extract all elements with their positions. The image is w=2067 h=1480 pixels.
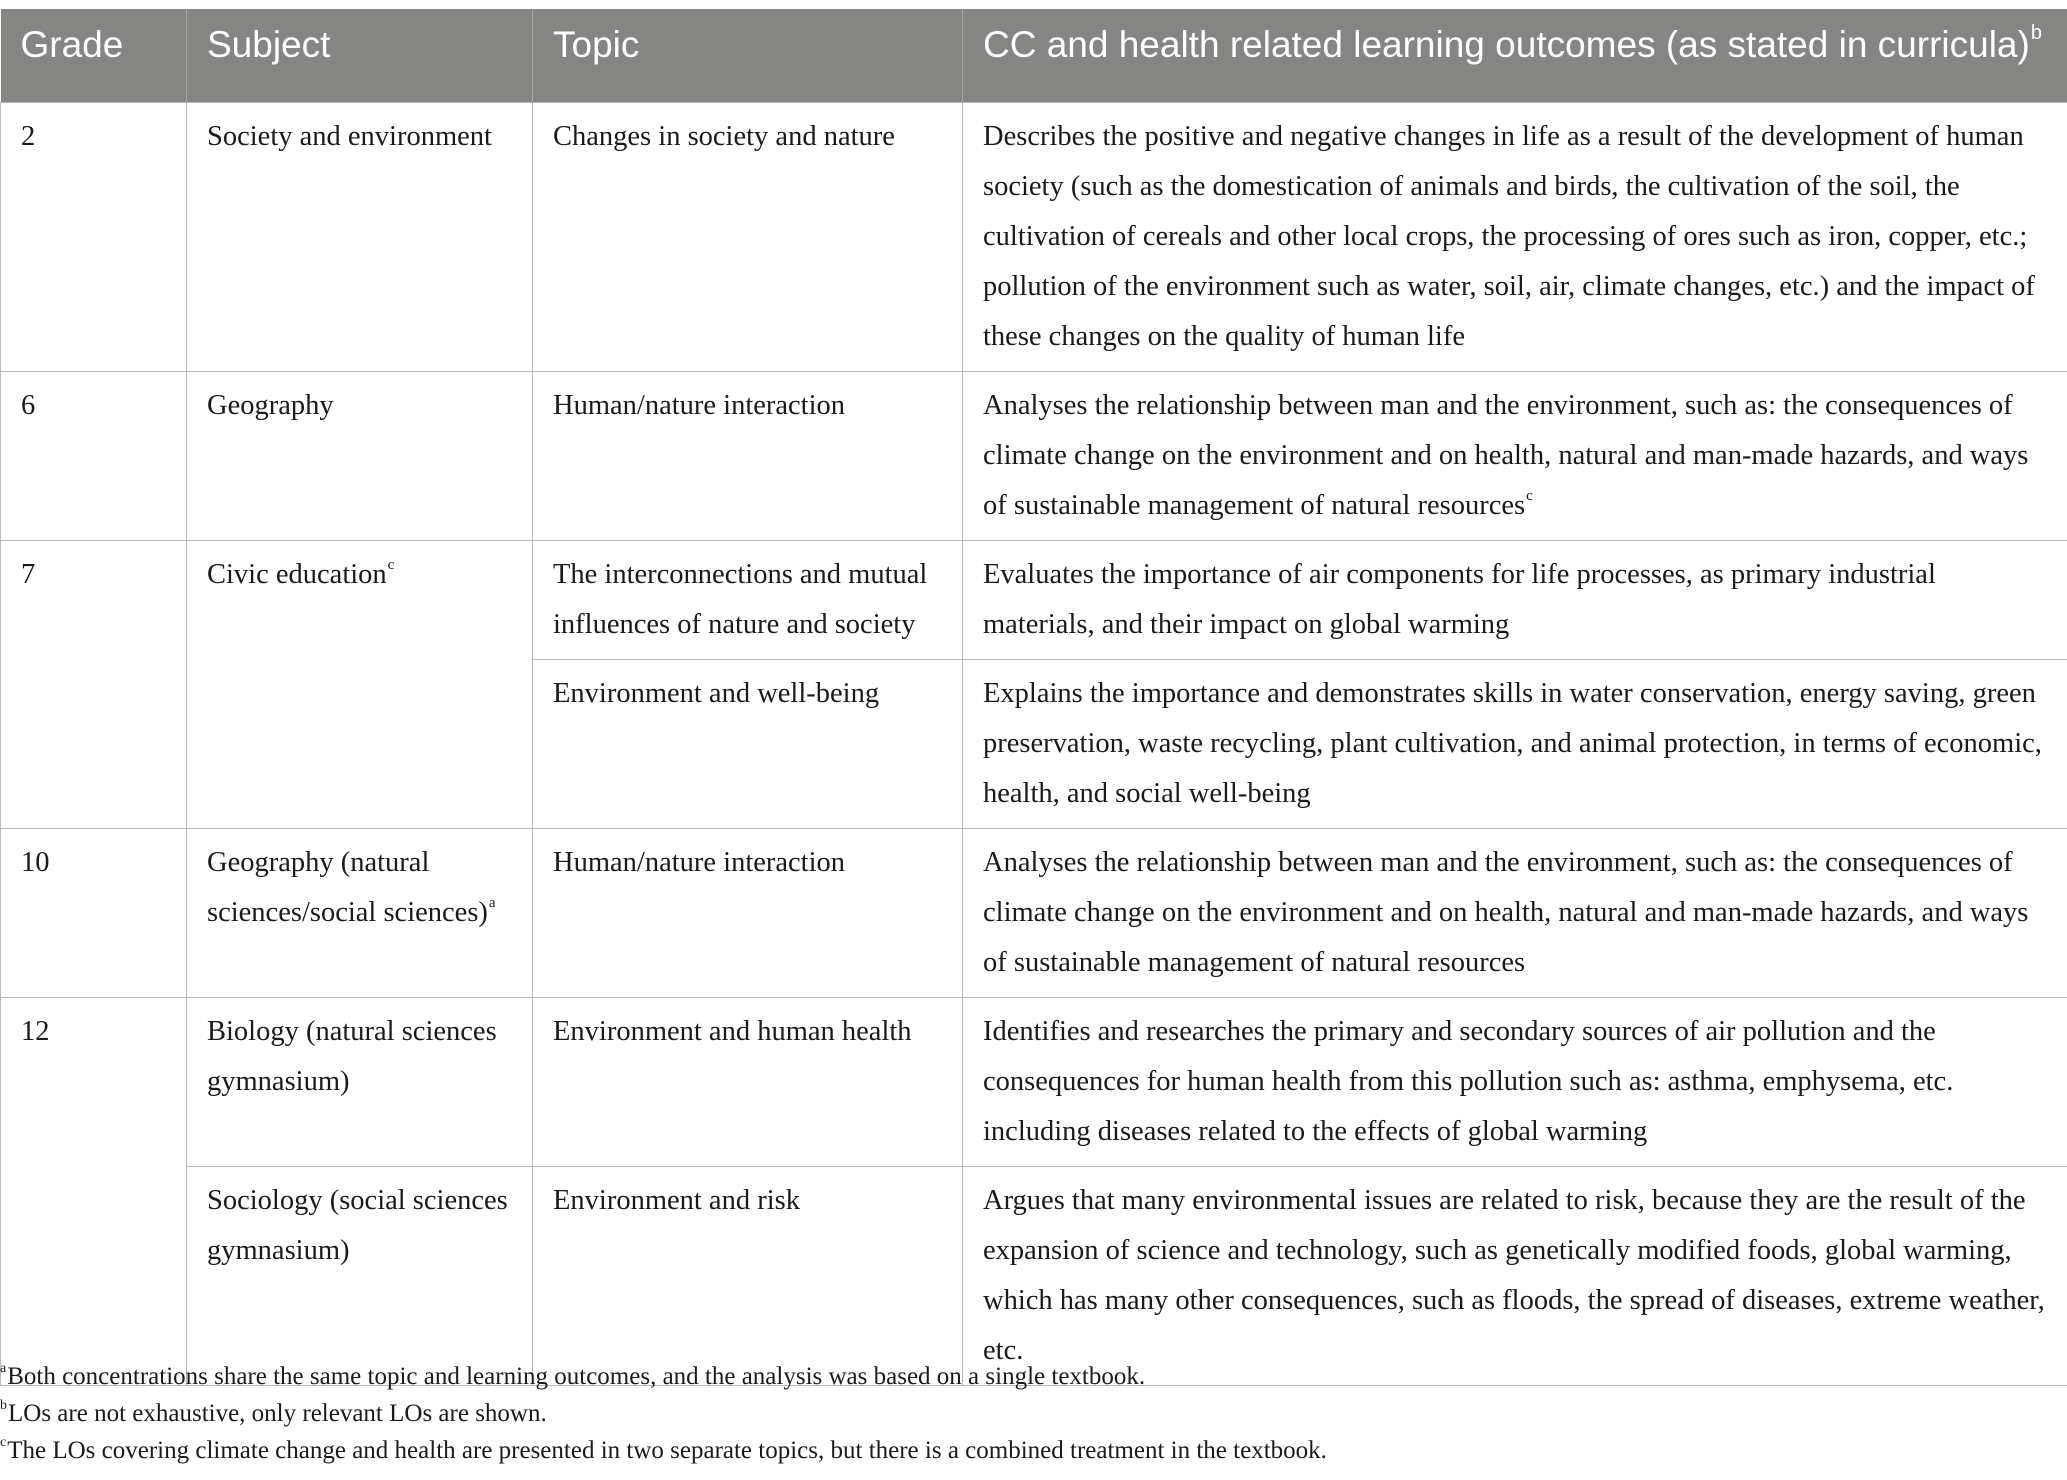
outcome-text: Analyses the relationship between man and the environment, such as: the consequences of climate change on the environment and on health, natural and man-made hazards, and ways of sustainable management of natural resources (983, 389, 2029, 521)
subject-cell (187, 540, 533, 828)
topic-cell: Environment and well-being (533, 659, 963, 828)
table-row (1, 828, 2067, 997)
topic-cell: The interconnections and mutual influences of nature and society (533, 540, 963, 659)
footnote (0, 1395, 2067, 1432)
footnote-mark: b (0, 1398, 7, 1413)
footnotes (0, 1358, 2067, 1469)
curriculum-table-container (0, 9, 2067, 1386)
topic-cell: Human/nature interaction (533, 828, 963, 997)
outcome-cell: Explains the importance and demonstrates skills in water conservation, energy saving, green preservation, waste recycling, plant cultivation, and animal protection, in terms of economic, health, and social well-being (963, 659, 2067, 828)
grade-cell: 12 (1, 997, 187, 1385)
footnote-mark: c (387, 556, 395, 573)
subject-cell (187, 828, 533, 997)
outcome-cell: Analyses the relationship between man and the environment, such as: the consequences of climate change on the environment and on health, natural and man-made hazards, and ways of sustainable management of natural resources (963, 828, 2067, 997)
grade-cell: 2 (1, 102, 187, 371)
outcome-cell: Identifies and researches the primary and secondary sources of air pollution and the consequences for human health from this pollution such as: asthma, emphysema, etc. including diseases related to the effects of global warming (963, 997, 2067, 1166)
table-row (1, 1166, 2067, 1385)
table-row (1, 997, 2067, 1166)
subject-cell: Sociology (social sciences gymnasium) (187, 1166, 533, 1385)
footnote-text: Both concentrations share the same topic and learning outcomes, and the analysis was based on a single textbook. (7, 1363, 1146, 1390)
subject-cell: Biology (natural sciences gymnasium) (187, 997, 533, 1166)
table-row (1, 102, 2067, 371)
footnote (0, 1432, 2067, 1469)
table-header-row (1, 9, 2067, 102)
topic-cell: Environment and human health (533, 997, 963, 1166)
subject-cell: Society and environment (187, 102, 533, 371)
header-outcomes (963, 9, 2067, 102)
footnote (0, 1358, 2067, 1395)
grade-cell: 10 (1, 828, 187, 997)
header-subject: Subject (187, 9, 533, 102)
grade-cell: 6 (1, 371, 187, 540)
header-grade: Grade (1, 9, 187, 102)
footnote-mark: a (0, 1361, 7, 1376)
footnote-text: The LOs covering climate change and health are presented in two separate topics, but there is a combined treatment in the textbook. (7, 1437, 1327, 1464)
subject-text: Civic education (207, 558, 387, 590)
header-outcomes-text: CC and health related learning outcomes (as stated in curricula) (983, 24, 2030, 65)
table-row (1, 371, 2067, 540)
outcome-cell: Argues that many environmental issues are related to risk, because they are the result of the expansion of science and technology, such as genetically modified foods, global warming, which has many other consequences, such as floods, the spread of diseases, extreme weather, etc. (963, 1166, 2067, 1385)
outcome-cell: Describes the positive and negative changes in life as a result of the development of human society (such as the domestication of animals and birds, the cultivation of the soil, the cultivation of cereals and other local crops, the processing of ores such as iron, copper, etc.; pollution of the environment such as water, soil, air, climate changes, etc.) and the impact of these changes on the quality of human life (963, 102, 2067, 371)
topic-cell: Changes in society and nature (533, 102, 963, 371)
footnote-mark: c (1526, 487, 1533, 504)
header-topic: Topic (533, 9, 963, 102)
outcome-cell (963, 371, 2067, 540)
subject-text: Geography (natural sciences/social sciences) (207, 846, 488, 928)
footnote-mark: c (0, 1435, 7, 1450)
topic-cell: Human/nature interaction (533, 371, 963, 540)
curriculum-table (0, 9, 2067, 1386)
outcome-cell: Evaluates the importance of air components for life processes, as primary industrial materials, and their impact on global warming (963, 540, 2067, 659)
subject-cell: Geography (187, 371, 533, 540)
footnote-text: LOs are not exhaustive, only relevant LOs are shown. (8, 1400, 547, 1427)
footnote-mark: a (488, 894, 496, 911)
topic-cell: Environment and risk (533, 1166, 963, 1385)
grade-cell: 7 (1, 540, 187, 828)
table-row (1, 540, 2067, 659)
footnote-mark: b (2030, 22, 2042, 44)
